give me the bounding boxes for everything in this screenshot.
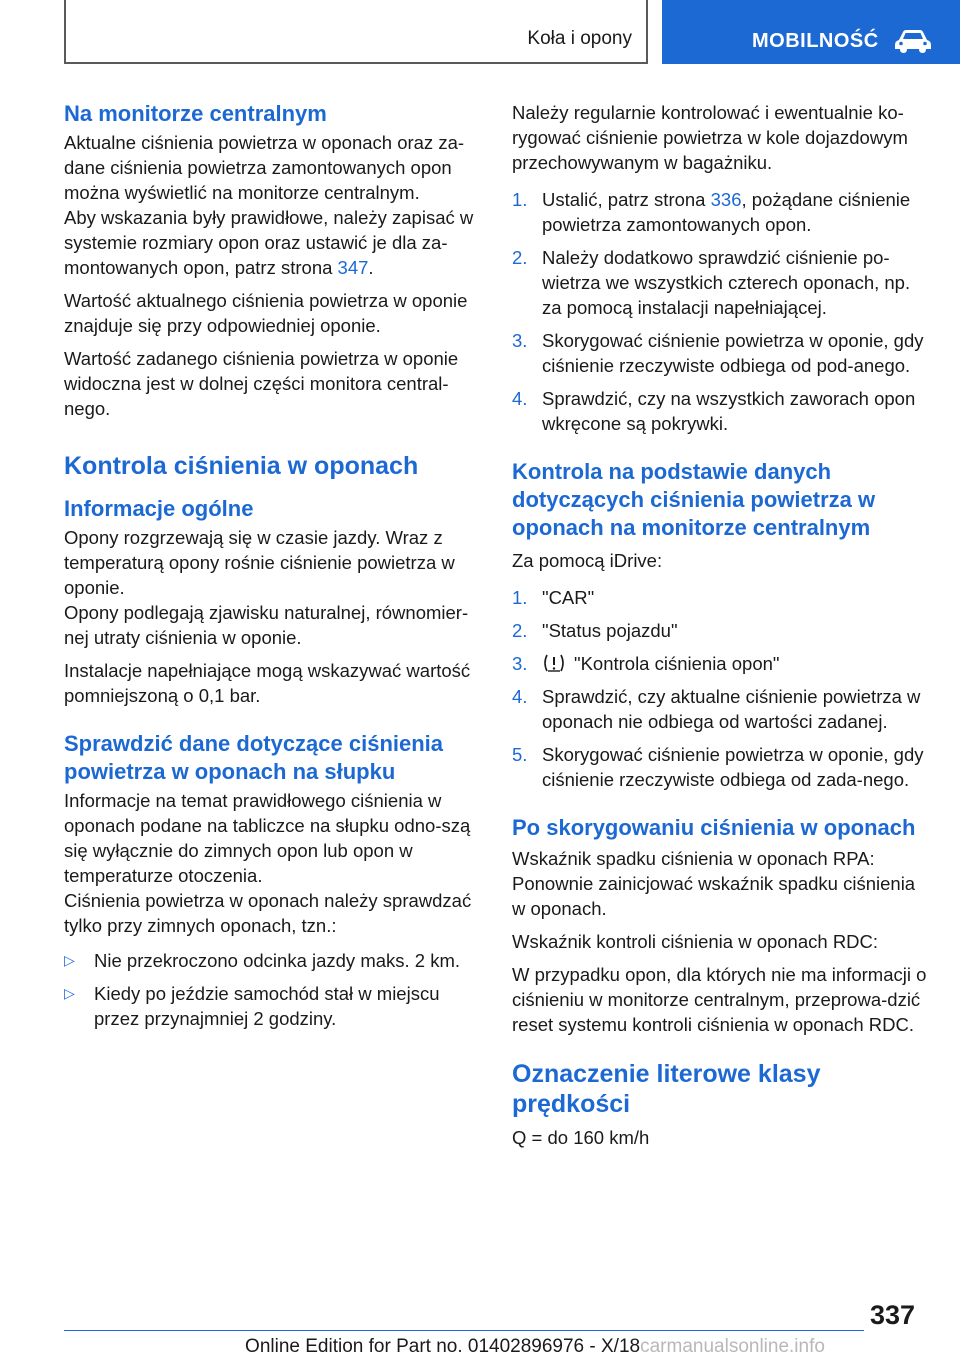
paragraph: W przypadku opon, dla których nie ma informacji o ciśnieniu w monitorze centralnym, przeprowa-dzić reset systemu kontroli ciśnienia w oponach RDC.	[512, 964, 927, 1035]
heading-kontrola-cisnienia: Kontrola ciśnienia w oponach	[64, 452, 419, 480]
paragraph: Należy regularnie kontrolować i ewentualnie ko-rygować ciśnienie powietrza w kole dojazdowym przechowywanym w bagażniku.	[512, 102, 908, 173]
step-number: 4.	[512, 686, 528, 707]
step-number: 2.	[512, 247, 528, 268]
step-number: 3.	[512, 653, 528, 674]
text: Aby wskazania były prawidłowe, należy zapisać w systemie rozmiary opon oraz ustawić je dla za-montowanych opon, patrz strona	[64, 207, 474, 278]
page-link-347[interactable]: 347	[337, 257, 369, 278]
triangle-bullet-icon: ▷	[64, 985, 75, 1001]
paragraph: Instalacje napełniające mogą wskazywać wartość pomniejszoną o 0,1 bar.	[64, 660, 471, 706]
paragraph: Opony podlegają zjawisku naturalnej, równomier-nej utraty ciśnienia w oponie.	[64, 602, 469, 648]
step-number: 2.	[512, 620, 528, 641]
step-number: 4.	[512, 388, 528, 409]
paragraph: Opony rozgrzewają się w czasie jazdy. Wraz z temperaturą opony rośnie ciśnienie powietrza w oponie.	[64, 527, 455, 598]
paragraph	[64, 205, 484, 280]
heading-kontrola-monitor: Kontrola na podstawie danych dotyczących ciśnienia powietrza w oponach na monitorze centralnym	[512, 459, 876, 540]
footer-divider	[64, 1330, 864, 1331]
header-chapter-tab	[662, 0, 960, 64]
page-link-336[interactable]: 336	[710, 189, 742, 210]
paragraph: Za pomocą iDrive:	[512, 550, 663, 571]
step-number: 1.	[512, 189, 528, 210]
list-item: 3. "Kontrola ciśnienia opon"	[512, 653, 780, 674]
right-column	[512, 100, 932, 1150]
heading-informacje-ogolne: Informacje ogólne	[64, 496, 254, 521]
steps-list	[512, 187, 932, 436]
list-item: 1. "CAR"	[512, 587, 595, 608]
header-section-title: Koła i opony	[527, 28, 632, 49]
list-item: 3. Skorygować ciśnienie powietrza w oponie, gdy ciśnienie rzeczywiste odbiega od pod-anego.	[512, 330, 924, 376]
text: .	[368, 257, 374, 278]
header-section-box	[64, 0, 648, 64]
edition-text: Online Edition for Part no. 01402896976 - X/18	[245, 1336, 641, 1357]
list-item: 4. Sprawdzić, czy aktualne ciśnienie powietrza w oponach nie odbiega od wartości zadanej.	[512, 686, 921, 732]
step-number: 1.	[512, 587, 528, 608]
step-number: 5.	[512, 744, 528, 765]
list-item: 2. Należy dodatkowo sprawdzić ciśnienie po-wietrza we wszystkich czterech oponach, np. za pomocą instalacji napełniającej.	[512, 247, 911, 318]
heading-po-skorygowaniu: Po skorygowaniu ciśnienia w oponach	[512, 815, 916, 840]
list-item: 4. Sprawdzić, czy na wszystkich zaworach opon wkręcone są pokrywki.	[512, 388, 916, 434]
paragraph: Informacje na temat prawidłowego ciśnienia w oponach podane na tabliczce na słupku odno-szą się wyłącznie do zimnych opon lub opon w temperaturze otoczenia.	[64, 790, 471, 886]
bullet-list	[64, 948, 484, 1031]
car-icon	[893, 28, 933, 54]
heading-oznaczenie-klasy: Oznaczenie literowe klasy prędkości	[512, 1060, 821, 1118]
page-number: 337	[870, 1300, 916, 1330]
list-item: 2. "Status pojazdu"	[512, 620, 678, 641]
paragraph: Wartość zadanego ciśnienia powietrza w oponie widoczna jest w dolnej części monitora central-nego.	[64, 348, 459, 419]
paragraph: Aktualne ciśnienia powietrza w oponach oraz za-dane ciśnienia powietrza zamontowanych opon można wyświetlić na monitorze centralnym.	[64, 132, 465, 203]
header-chapter-title: MOBILNOŚĆ	[752, 29, 879, 52]
tire-pressure-warning-icon	[542, 653, 566, 673]
triangle-bullet-icon: ▷	[64, 952, 75, 968]
paragraph: Ponownie zainicjować wskaźnik spadku ciśnienia w oponach.	[512, 873, 916, 919]
heading-na-monitorze: Na monitorze centralnym	[64, 101, 327, 126]
steps-list	[512, 585, 932, 792]
watermark-text: carmanualsonline.info	[640, 1336, 825, 1357]
heading-sprawdzic-slupek: Sprawdzić dane dotyczące ciśnienia powietrza w oponach na słupku	[64, 731, 444, 784]
list-item: ▷ Nie przekroczono odcinka jazdy maks. 2 km.	[64, 950, 461, 971]
paragraph: Wartość aktualnego ciśnienia powietrza w oponie znajduje się przy odpowiedniej oponie.	[64, 290, 468, 336]
paragraph: Q = do 160 km/h	[512, 1127, 650, 1148]
step-number: 3.	[512, 330, 528, 351]
left-column	[64, 100, 484, 1039]
footer-edition	[0, 1336, 960, 1358]
paragraph: Ciśnienia powietrza w oponach należy sprawdzać tylko przy zimnych oponach, tzn.:	[64, 890, 472, 936]
paragraph: Wskaźnik spadku ciśnienia w oponach RPA:	[512, 848, 875, 869]
list-item: 5. Skorygować ciśnienie powietrza w oponie, gdy ciśnienie rzeczywiste odbiega od zada-nego.	[512, 744, 924, 790]
paragraph: Wskaźnik kontroli ciśnienia w oponach RDC:	[512, 931, 879, 952]
list-item: 1. Ustalić, patrz strona 336, pożądane ciśnienie powietrza zamontowanych opon.	[512, 189, 911, 235]
list-item: ▷ Kiedy po jeździe samochód stał w miejscu przez przynajmniej 2 godziny.	[64, 983, 440, 1029]
